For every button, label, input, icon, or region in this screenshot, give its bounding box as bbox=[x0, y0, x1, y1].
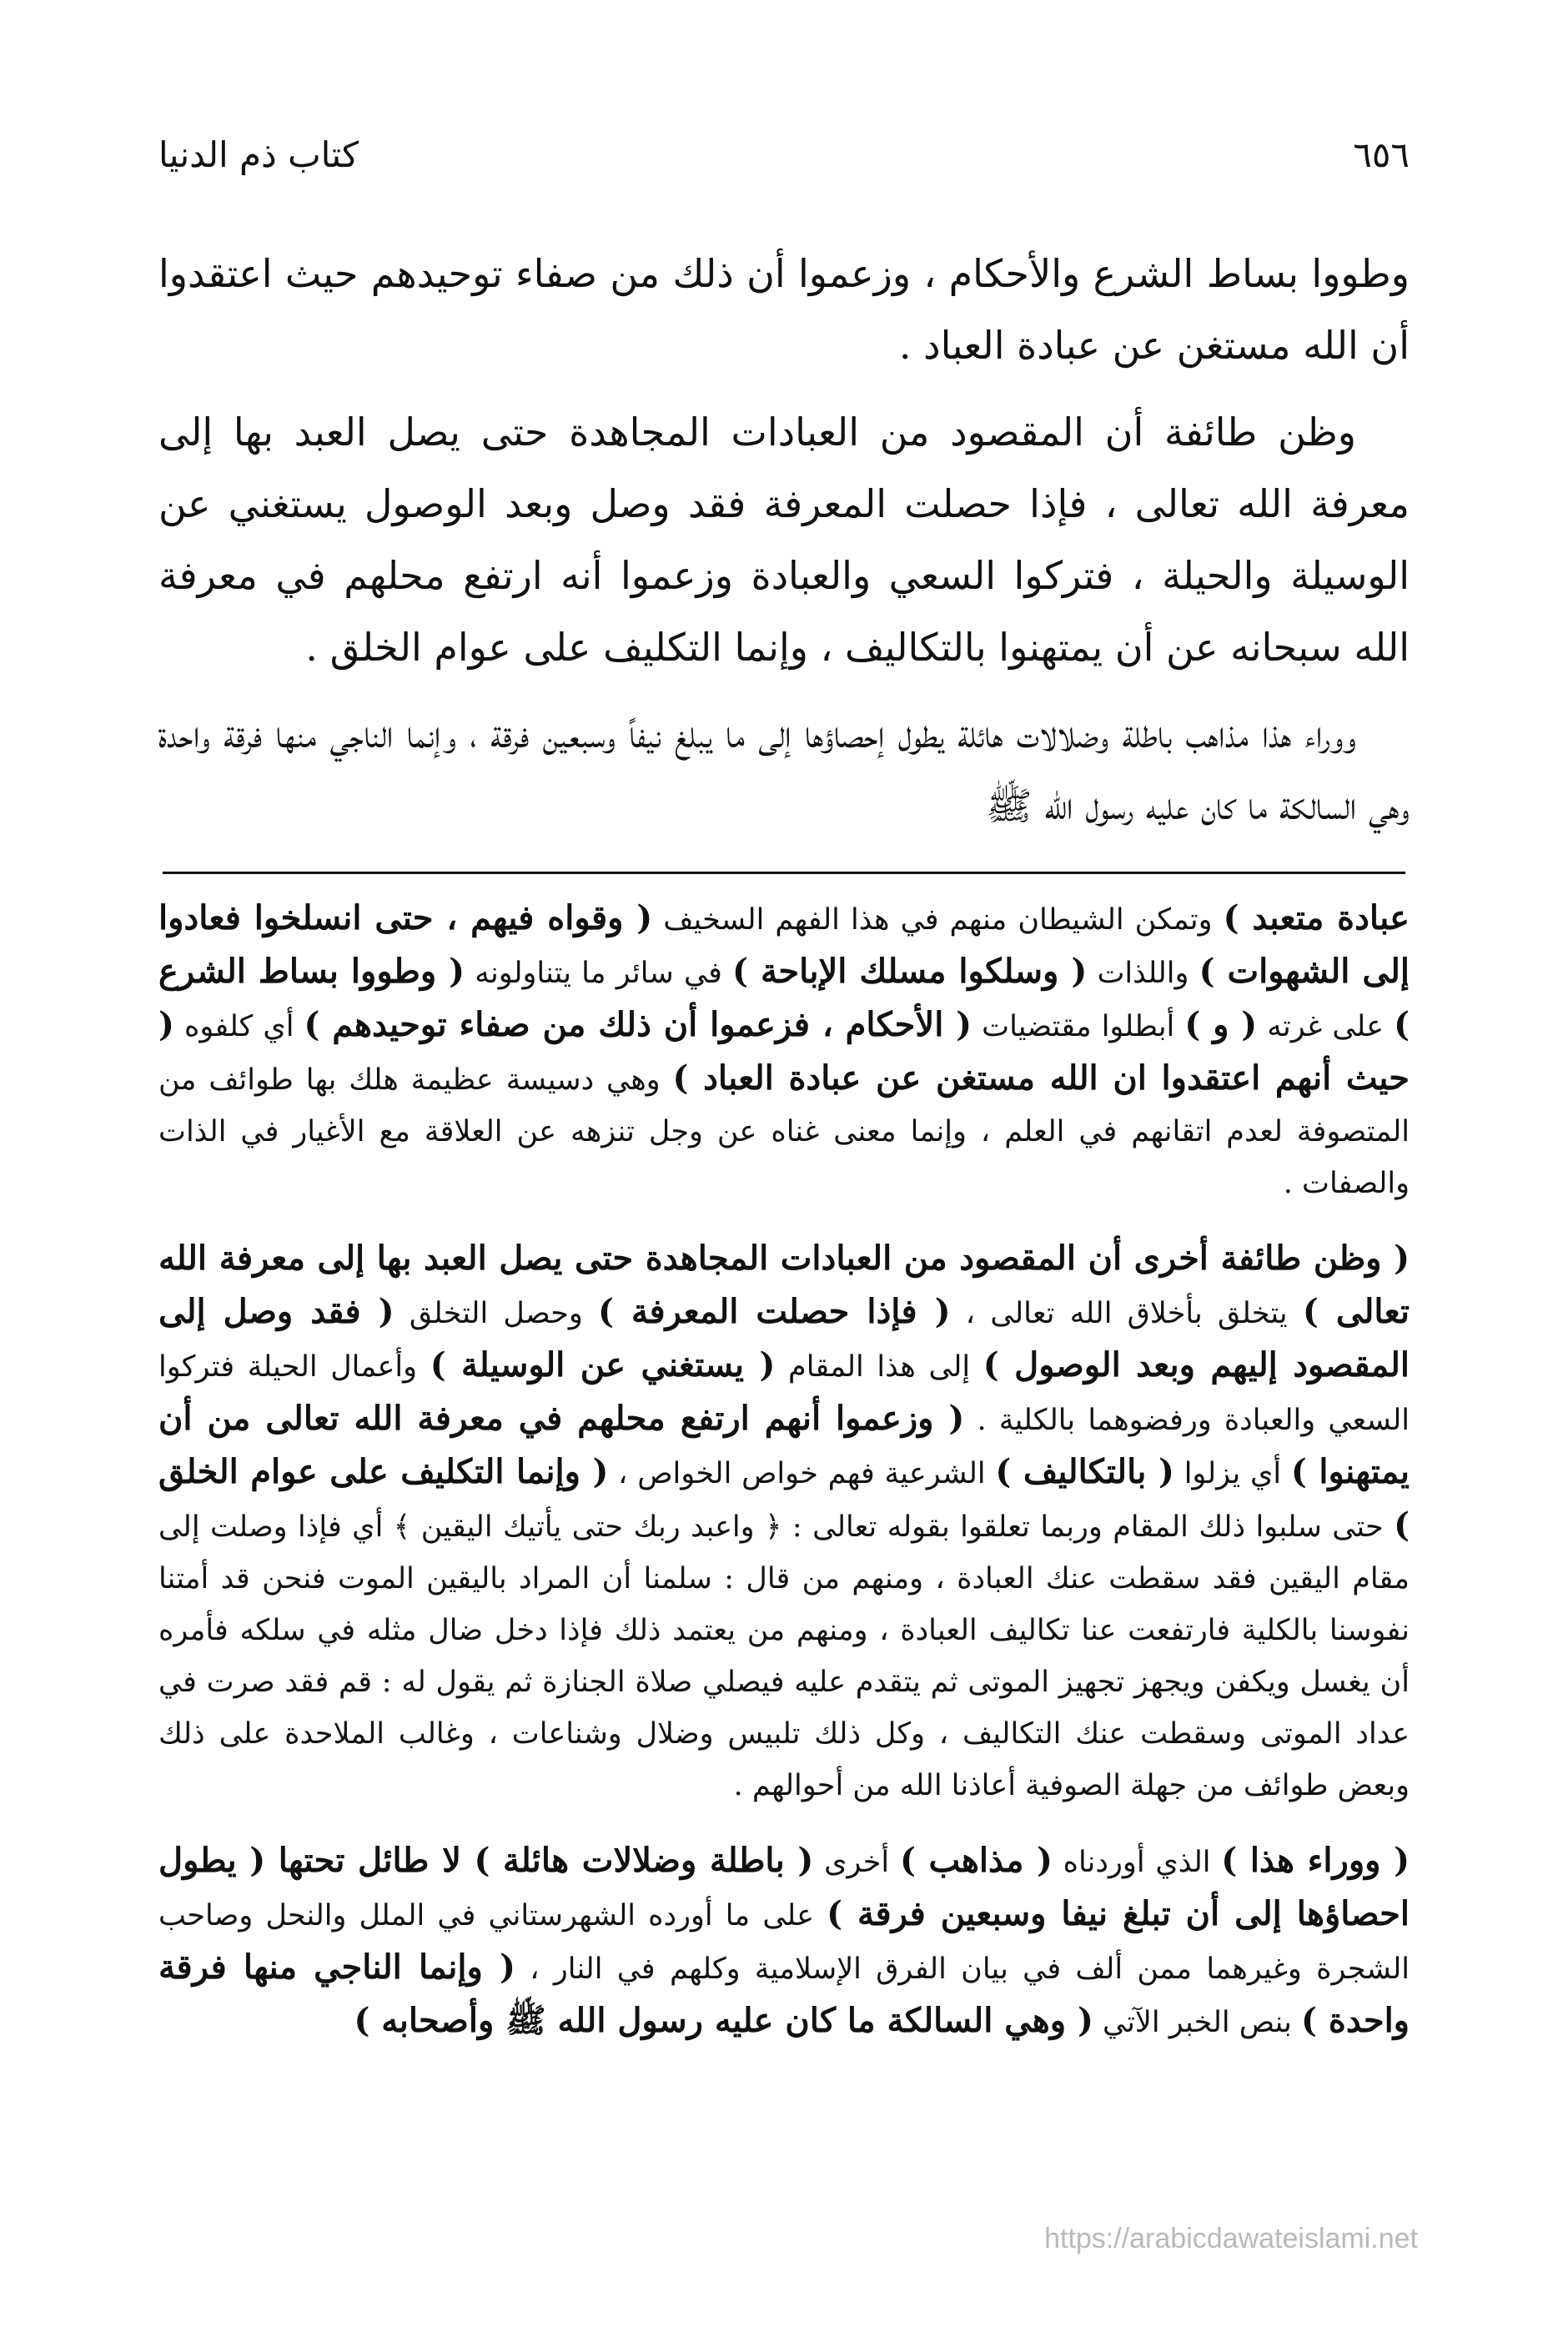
commentary-text: وأعمال الحيلة فتركوا السعي والعبادة ورفضوهما بالكلية . bbox=[158, 1350, 1410, 1437]
watermark-url: https://arabicdawateislami.net bbox=[1044, 2223, 1418, 2254]
page-number: ٦٥٦ bbox=[1353, 133, 1410, 175]
main-paragraph: ووراء هذا مذاهب باطلة وضلالات هائلة يطول إحصاؤها إلى ما يبلغ نيفاً وسبعين فرقة ، وإنما الناجي منها فرقة واحدة وهي السالكة ما كان عليه رسول الله ﷺ bbox=[158, 711, 1410, 828]
main-paragraph: وظن طائفة أن المقصود من العبادات المجاهدة حتى يصل العبد بها إلى معرفة الله تعالى ، فإذا حصلت المعرفة فقد وصل وبعد الوصول يستغني عن الوسيلة والحيلة ، فتركوا السعي والعبادة وزعموا أنه ارتفع محلهم في معرفة الله سبحانه عن أن يمتهنوا بالتكاليف ، وإنما التكليف على عوام الخلق . bbox=[158, 410, 1410, 670]
quoted-matn: ( و ) bbox=[1184, 1005, 1258, 1044]
commentary-text: أبطلوا مقتضيات bbox=[972, 1010, 1185, 1043]
quoted-matn: ( وإنما الناجي منها فرقة واحدة ) bbox=[158, 1948, 1410, 2040]
quoted-matn: ( وسلكوا مسلك الإباحة ) bbox=[732, 952, 1088, 991]
quoted-matn: ( باطلة وضلالات هائلة ) لا طائل تحتها ( يطول احصاؤها إلى أن تبلغ نيفا وسبعين فرقة ) bbox=[158, 1841, 1410, 1933]
quoted-matn: ( حيث أنهم اعتقدوا ان الله مستغن عن عبادة العباد ) bbox=[158, 1005, 1410, 1098]
commentary-text: يتخلق بأخلاق الله تعالى ، bbox=[950, 1297, 1303, 1330]
main-paragraph: وطووا بساط الشرع والأحكام ، وزعموا أن ذلك من صفاء توحيدهم حيث اعتقدوا أن الله مستغن عن عبادة العباد . bbox=[158, 251, 1410, 368]
quoted-matn: ( مذاهب ) bbox=[899, 1841, 1053, 1880]
commentary-text: بنص الخبر الآتي bbox=[1093, 2006, 1302, 2039]
commentary bbox=[158, 892, 1410, 2072]
quoted-matn: ( بالتكاليف ) bbox=[995, 1452, 1174, 1491]
quoted-matn: ( ووراء هذا ) bbox=[1221, 1841, 1410, 1880]
main-text bbox=[158, 238, 1410, 857]
commentary-text: أي يزلوا bbox=[1173, 1457, 1291, 1490]
commentary-text: الذي أوردناه bbox=[1052, 1846, 1222, 1879]
quoted-matn: ( وظن طائفة أخرى أن المقصود من العبادات المجاهدة حتى يصل العبد بها إلى معرفة الله تعالى ) bbox=[158, 1239, 1410, 1331]
page-header bbox=[158, 125, 1410, 183]
quoted-matn: ( وطووا بساط الشرع ) bbox=[158, 952, 1410, 1044]
commentary-text: وتمكن الشيطان منهم في هذا الفهم السخيف bbox=[652, 903, 1224, 937]
commentary-text: حتى سلبوا ذلك المقام وربما تعلقوا بقوله تعالى : ﴿ واعبد ربك حتى يأتيك اليقين ﴾ أي فإذا وصلت إلى مقام اليقين فقد سقطت عنك العبادة ، ومنهم من قال : سلمنا أن المراد باليقين الموت فنحن قد أمتنا نفوسنا بالكلية فارتفعت عنا تكاليف العبادة ، ومنهم من يعتمد ذلك فإذا دخل ضال مثله في سلكه فأمره أن يغسل ويكفن ويجهز تجهيز الموتى ثم يتقدم عليه فيصلي صلاة الجنازة ثم يقول له : قم فقد صرت في عداد الموتى وسقطت عنك التكاليف ، وكل ذلك تلبيس وضلال وشناعات ، وغالب الملاحدة على ذلك وبعض طوائف من جهلة الصوفية أعاذنا الله من أحوالهم . bbox=[158, 1510, 1410, 1802]
commentary-text: واللذات bbox=[1087, 957, 1199, 990]
commentary-text: وهي دسيسة عظيمة هلك بها طوائف من المتصوفة لعدم اتقانهم في العلم ، وإنما معنى غناه عن وجل تنزهه عن العلاقة مع الأغيار في الذات والصفات . bbox=[158, 1063, 1410, 1200]
footnote-divider bbox=[163, 872, 1405, 874]
quoted-matn: ( وإنما التكليف على عوام الخلق ) bbox=[158, 1452, 1410, 1545]
commentary-paragraph bbox=[158, 892, 1410, 1209]
commentary-text: في سائر ما يتناولونه bbox=[465, 957, 733, 990]
commentary-text: إلى هذا المقام bbox=[775, 1350, 983, 1384]
quoted-matn: ( يستغني عن الوسيلة ) bbox=[430, 1345, 776, 1385]
commentary-paragraph bbox=[158, 1233, 1410, 1812]
commentary-text: على غرته bbox=[1257, 1010, 1395, 1043]
commentary-text: أي كلفوه bbox=[173, 1010, 304, 1043]
book-title: كتاب ذم الدنيا bbox=[158, 133, 359, 175]
commentary-text: وحصل التخلق bbox=[394, 1297, 599, 1330]
quoted-matn: ( وقواه فيهم ، حتى انسلخوا فعادوا إلى الشهوات ) bbox=[158, 898, 1410, 991]
quoted-matn: ( وزعموا أنهم ارتفع محلهم في معرفة الله تعالى من أن يمتهنوا ) bbox=[158, 1399, 1410, 1491]
quoted-matn: عبادة متعبد ) bbox=[1223, 898, 1410, 937]
commentary-text: أخرى bbox=[813, 1846, 900, 1879]
quoted-matn: ( فإذا حصلت المعرفة ) bbox=[598, 1292, 951, 1331]
commentary-text: على ما أورده الشهرستاني في الملل والنحل وصاحب الشجرة وغيرهما ممن ألف في بيان الفرق الإسلامية وكلهم في النار ، bbox=[158, 1899, 1410, 1986]
quoted-matn: ( الأحكام ، فزعموا أن ذلك من صفاء توحيدهم ) bbox=[304, 1005, 972, 1044]
commentary-text: الشرعية فهم خواص الخواص ، bbox=[608, 1457, 996, 1490]
commentary-paragraph bbox=[158, 1835, 1410, 2048]
quoted-matn: ( فقد وصل إلى المقصود إليهم وبعد الوصول ) bbox=[158, 1292, 1410, 1385]
quoted-matn: ( وهي السالكة ما كان عليه رسول الله ﷺ وأصحابه ) bbox=[354, 2001, 1093, 2040]
